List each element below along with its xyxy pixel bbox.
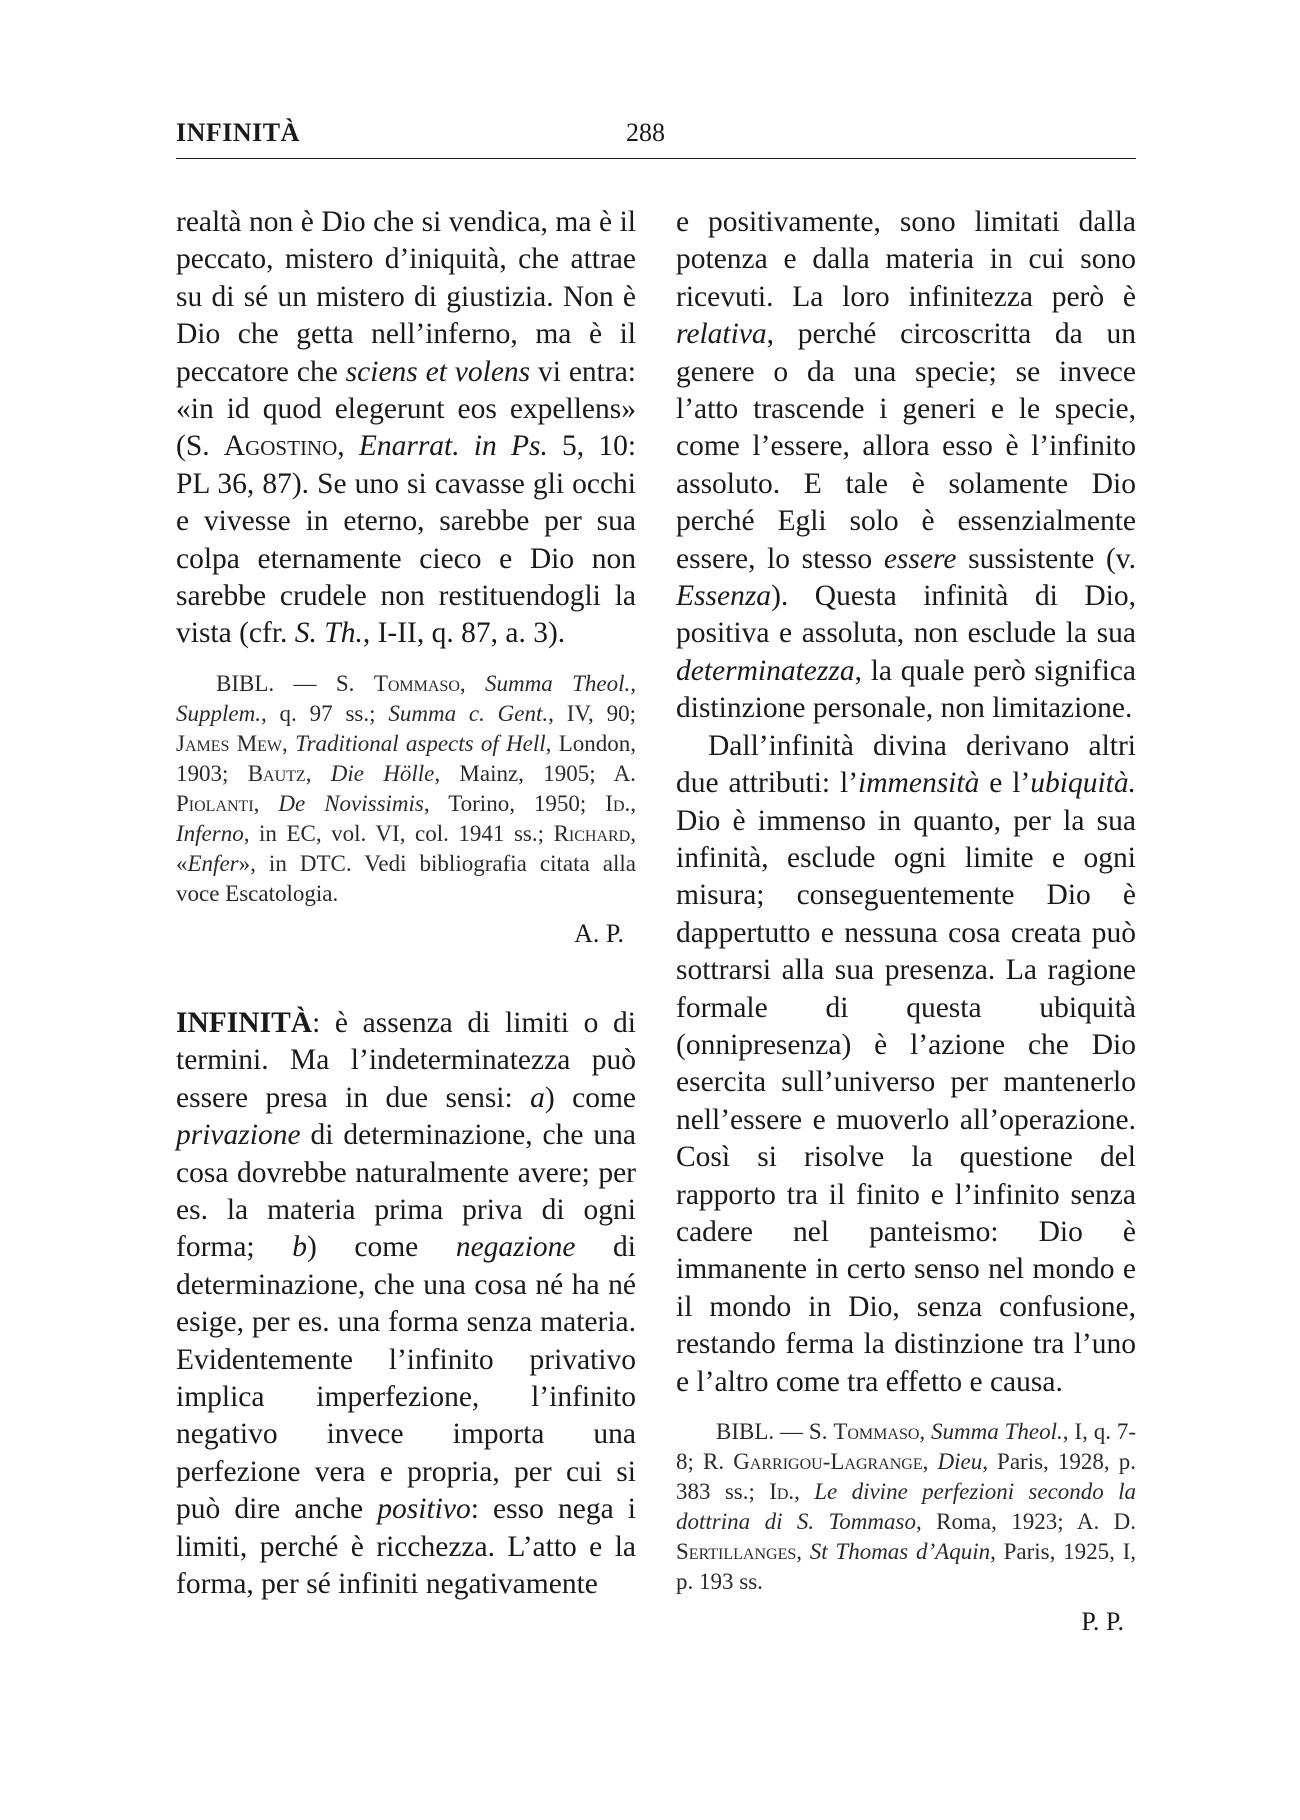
entry-infinita: INFINITÀ: è assenza di limiti o di termini. Ma l’indeterminatezza può essere presa in due sensi: a) come privazione di determinazione, che una cosa dovrebbe naturalmente avere; per es. la materia prima priva di ogni forma; b) come negazione di determinazione, che una cosa né ha né esige, per es. una forma senza materia. Evidentemente l’infinito privativo implica imperfezione, l’infinito negativo invece importa una perfezione vera e propria, per cui si può dire anche positivo: esso nega i limiti, perché è ricchezza. L’atto e la forma, per sé infiniti negativamente — [176, 1006, 636, 1600]
author-initials: A. P. — [574, 918, 624, 948]
paragraph-inferno-end: realtà non è Dio che si vendica, ma è il peccato, mistero d’iniquità, che attrae su di sé un mistero di giustizia. Non è Dio che getta nell’inferno, ma è il peccatore che sciens et volens vi entra: «in id quod elegerunt eos expellens» (S. Agostino, Enarrat. in Ps. 5, 10: PL 36, 87). Se uno si cavasse gli occhi e vivesse in eterno, sarebbe per sua colpa eternamente cieco e Dio non sarebbe crudele non restituendogli la vista (cfr. S. Th., I-II, q. 87, a. 3). — [176, 206, 637, 650]
right-column — [676, 204, 1136, 1639]
left-column — [176, 204, 636, 1603]
author-initials: P. P. — [1081, 1607, 1124, 1636]
page-header — [176, 118, 1136, 159]
paragraph-attributes: Dall’infinità divina derivano altri due attributi: l’immensità e l’ubiquità. Dio è immenso in quanto, per la sua infinità, esclude ogni limite e ogni misura; conseguentemente Dio è dappertutto e nessuna cosa creata può sottrarsi alla sua presenza. La ragione formale di questa ubiquità (onnipresenza) è l’azione che Dio esercita sull’universo per mantenerlo nell’essere e muoverlo all’operazione. Così si risolve la questione del rapporto tra il finito e l’infinito senza cadere nel panteismo: Dio è immanente in certo senso nel mondo e il mondo in Dio, senza confusione, restando ferma la distinzione tra l’uno e l’altro come tra effetto e causa. — [676, 729, 1136, 1398]
running-title: INFINITÀ — [176, 118, 300, 147]
bibliography-infinita: BIBL. — S. Tommaso, Summa Theol., I, q. 7-8; R. Garrigou-Lagrange, Dieu, Paris, 1928, p. 383 ss.; Id., Le divine perfezioni secondo la dottrina di S. Tommaso, Roma, 1923; A. D. Sertillanges, St Thomas d’Aquin, Paris, 1925, I, p. 193 ss. — [676, 1419, 1137, 1594]
page-number: 288 — [626, 118, 665, 147]
entry-headword: INFINITÀ — [176, 1006, 313, 1039]
bibliography-inferno: BIBL. — S. Tommaso, Summa Theol., Supplem., q. 97 ss.; Summa c. Gent., IV, 90; James Mew, Traditional aspects of Hell, London, 1903; Bautz, Die Hölle, Mainz, 1905; A. Piolanti, De Novissimis, Torino, 1950; Id., Inferno, in EC, vol. VI, col. 1941 ss.; Richard, «Enfer», in DTC. Vedi bibliografia citata alla voce Escatologia. — [176, 670, 637, 906]
paragraph-infinita-continued: e positivamente, sono limitati dalla potenza e dalla materia in cui sono ricevuti. La loro infinitezza però è relativa, perché circoscritta da un genere o da una specie; se invece l’atto trascende i generi e le specie, come l’essere, allora esso è l’infinito assoluto. E tale è solamente Dio perché Egli solo è essenzialmente essere, lo stesso essere sussistente (v. Essenza). Questa infinità di Dio, positiva e assoluta, non esclude la sua determinatezza, la quale però significa distinzione personale, non limitazione. — [676, 206, 1136, 725]
